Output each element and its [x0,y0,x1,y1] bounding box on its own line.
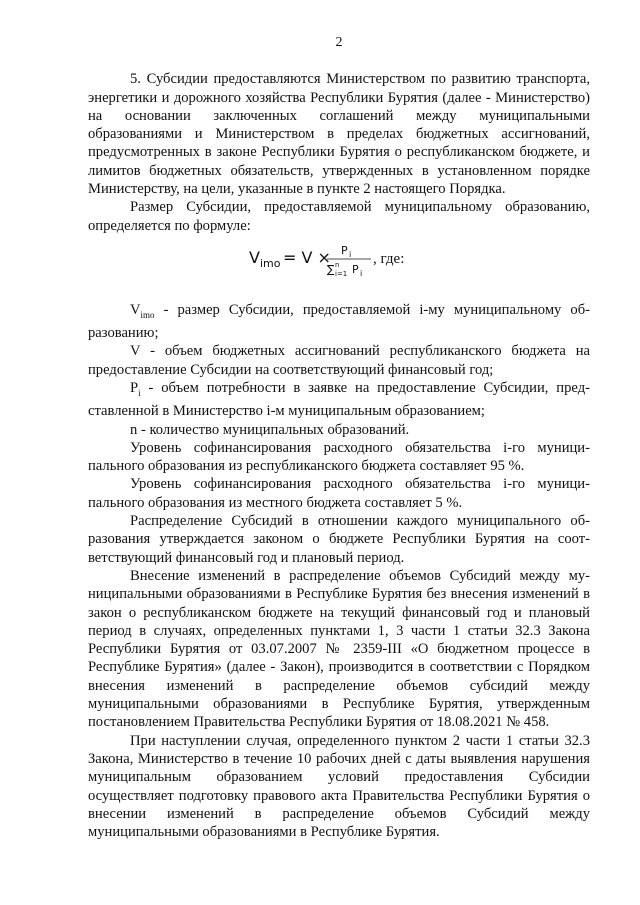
var-v-sub: imo [140,309,155,320]
formula-numerator-sub: i [349,249,352,259]
var-v: V [130,301,141,318]
paragraph-cofinancing-republic: Уровень софинансирования расходного обязательства i-го муниципального образования из республиканского бюджета составляет 95 %. [88,439,590,475]
paragraph-cofinancing-local: Уровень софинансирования расходного обязательства i-го муниципального образования из местного бюджета составляет 5 %. [88,476,590,511]
paragraph-formula-intro: Размер Субсидии, предоставляемой муниципальному образованию, определяется по формуле: [88,199,590,234]
paragraph-subsidies-provision: 5. Субсидии предоставляются Министерством по развитию транспорта, энергетики и дорожного хозяйства Республики Бурятия (далее - Министерство) на основании заключенных соглашений между муниципальными образованиями и Министерством в пределах бюджетных ассигнований, предусмотренных в законе Республики Бурятия о республиканском бюджете, и лимитов бюджетных обязательств, утвержденных в установленном порядке Министерству, на цели, указанные в пункте 2 настоящего Порядка. [88,71,590,198]
definition-n: n - количество муниципальных образований. [130,421,410,438]
definition-v: V - объем бюджетных ассигнований республиканского бюджета на предоставление Субсидии на соответствующий финансовый год; [88,343,590,378]
formula-denominator-var: P [352,262,359,276]
formula-denominator-sub: i [360,268,363,278]
definition-p-i-text: - объем потребности в заявке на предоставление Субсидии, представленной в Министерство i-м муниципальным образованием; [88,380,590,420]
var-p: P [130,380,139,397]
formula-lhs-sub: imo [260,256,281,270]
formula-sum-sup: n [335,260,340,269]
var-p-sub: i [138,387,141,398]
paragraph-distribution: Распределение Субсидий в отношении каждого муниципального образования утверждается законом о бюджете Республики Бурятия на соответствующий финансовый год и плановый период. [88,513,590,566]
subsidy-formula [88,239,590,279]
definition-p-i [88,379,590,421]
definition-v-imo-text: - размер Субсидии, предоставляемой i-му муниципальному образованию; [88,301,590,342]
formula-sum-sign: ∑ [327,262,335,276]
formula-numerator: P [341,243,348,257]
formula-tail: , где: [373,250,405,267]
document-page [88,34,590,841]
page-number: 2 [335,35,343,50]
paragraph-violation-case: При наступлении случая, определенного пунктом 2 части 1 статьи 32.3 Закона, Министерство в течение 10 рабочих дней с даты выявления нарушения муниципальным образованием условий предоставления Субсидии осуществляет подготовку правового акта Правительства Республики Бурятия о внесении изменений в распределение объемов Субсидий между муниципальными образованиями в Республике Бурятия. [88,732,590,841]
definition-v-imo [88,301,590,343]
formula-sum-sub: i=1 [335,269,348,278]
formula-eq: = V × [283,247,331,267]
formula-lhs: V [249,247,260,267]
paragraph-changes: Внесение изменений в распределение объемов Субсидий между муниципальными образованиями в Республике Бурятия без внесения изменений в закон о республиканском бюджете на текущий финансовый год и плановый период в случаях, определенных пунктами 1, 3 части 1 статьи 32.3 Закона Республики Бурятия от 03.07.2007 № 2359-III «О бюджетном процессе в Республике Бурятия» (далее - Закон), производится в соответствии с Порядком внесения изменений в распределение объемов субсидий между муниципальными образованиями в Республике Бурятия, утвержденным постановлением Правительства Республики Бурятия от 18.08.2021 № 458. [88,567,590,731]
